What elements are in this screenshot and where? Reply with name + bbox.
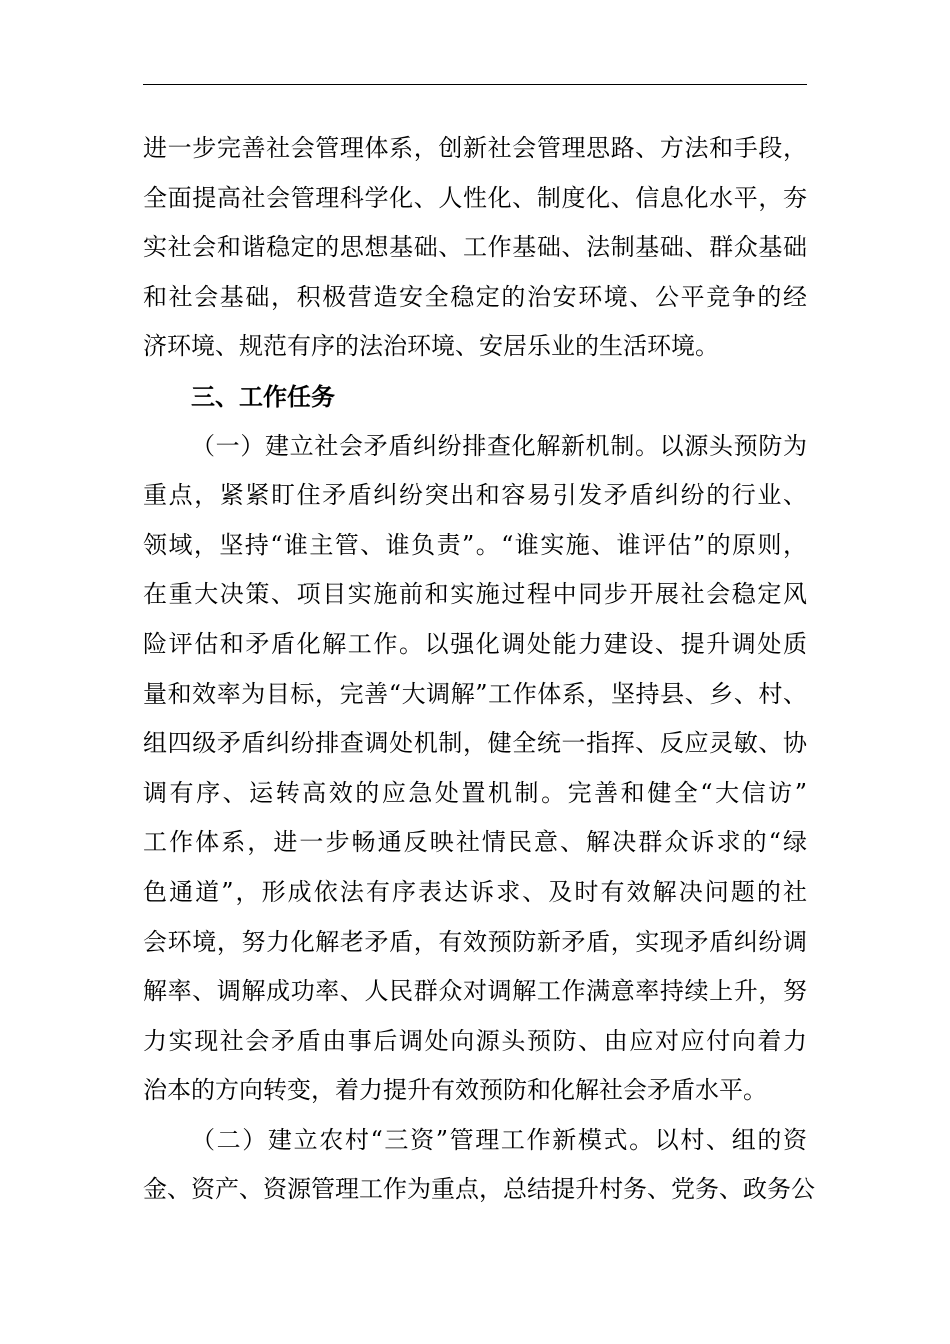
text-line: 济环境、规范有序的法治环境、安居乐业的生活环境。 [143, 332, 719, 361]
text-line: 全面提高社会管理科学化、人性化、制度化、信息化水平，夯 [143, 183, 807, 212]
text-line: 会环境，努力化解老矛盾，有效预防新矛盾，实现矛盾纠纷调 [143, 927, 807, 956]
text-line: 实社会和谐稳定的思想基础、工作基础、法制基础、群众基础 [143, 233, 807, 262]
text-line: 和社会基础，积极营造安全稳定的治安环境、公平竞争的经 [143, 282, 807, 311]
text-line: （二）建立农村“三资”管理工作新模式。以村、组的资 [191, 1125, 807, 1154]
text-line: 进一步完善社会管理体系，创新社会管理思路、方法和手段， [143, 134, 807, 162]
document-body [143, 124, 815, 1215]
text-line: 量和效率为目标，完善“大调解”工作体系，坚持县、乡、村、 [143, 679, 807, 708]
section-heading [143, 372, 807, 422]
text-line: （一）建立社会矛盾纠纷排查化解新机制。以源头预防为 [191, 431, 807, 460]
text-line: 险评估和矛盾化解工作。以强化调处能力建设、提升调处质 [143, 629, 807, 658]
header-rule [143, 84, 807, 85]
heading-text: 三、工作任务 [191, 381, 335, 411]
text-line: 组四级矛盾纠纷排查调处机制，健全统一指挥、反应灵敏、协 [143, 729, 807, 758]
paragraph [143, 124, 807, 372]
text-line: 调有序、运转高效的应急处置机制。完善和健全“大信访” [143, 778, 807, 807]
text-line: 重点，紧紧盯住矛盾纠纷突出和容易引发矛盾纠纷的行业、 [143, 481, 807, 510]
text-line: 工作体系，进一步畅通反映社情民意、解决群众诉求的“绿 [143, 828, 807, 857]
paragraph [143, 1116, 815, 1215]
text-line: 力实现社会矛盾由事后调处向源头预防、由应对应付向着力 [143, 1026, 807, 1055]
text-line: 领域，坚持“谁主管、谁负责”。“谁实施、谁评估”的原则， [143, 530, 807, 559]
text-line: 金、资产、资源管理工作为重点，总结提升村务、党务、政务公 [143, 1175, 815, 1204]
paragraph [143, 422, 807, 1116]
text-line: 解率、调解成功率、人民群众对调解工作满意率持续上升，努 [143, 977, 807, 1006]
text-line: 治本的方向转变，着力提升有效预防和化解社会矛盾水平。 [143, 1076, 767, 1105]
text-line: 在重大决策、项目实施前和实施过程中同步开展社会稳定风 [143, 580, 807, 609]
text-line: 色通道”，形成依法有序表达诉求、及时有效解决问题的社 [143, 877, 807, 906]
